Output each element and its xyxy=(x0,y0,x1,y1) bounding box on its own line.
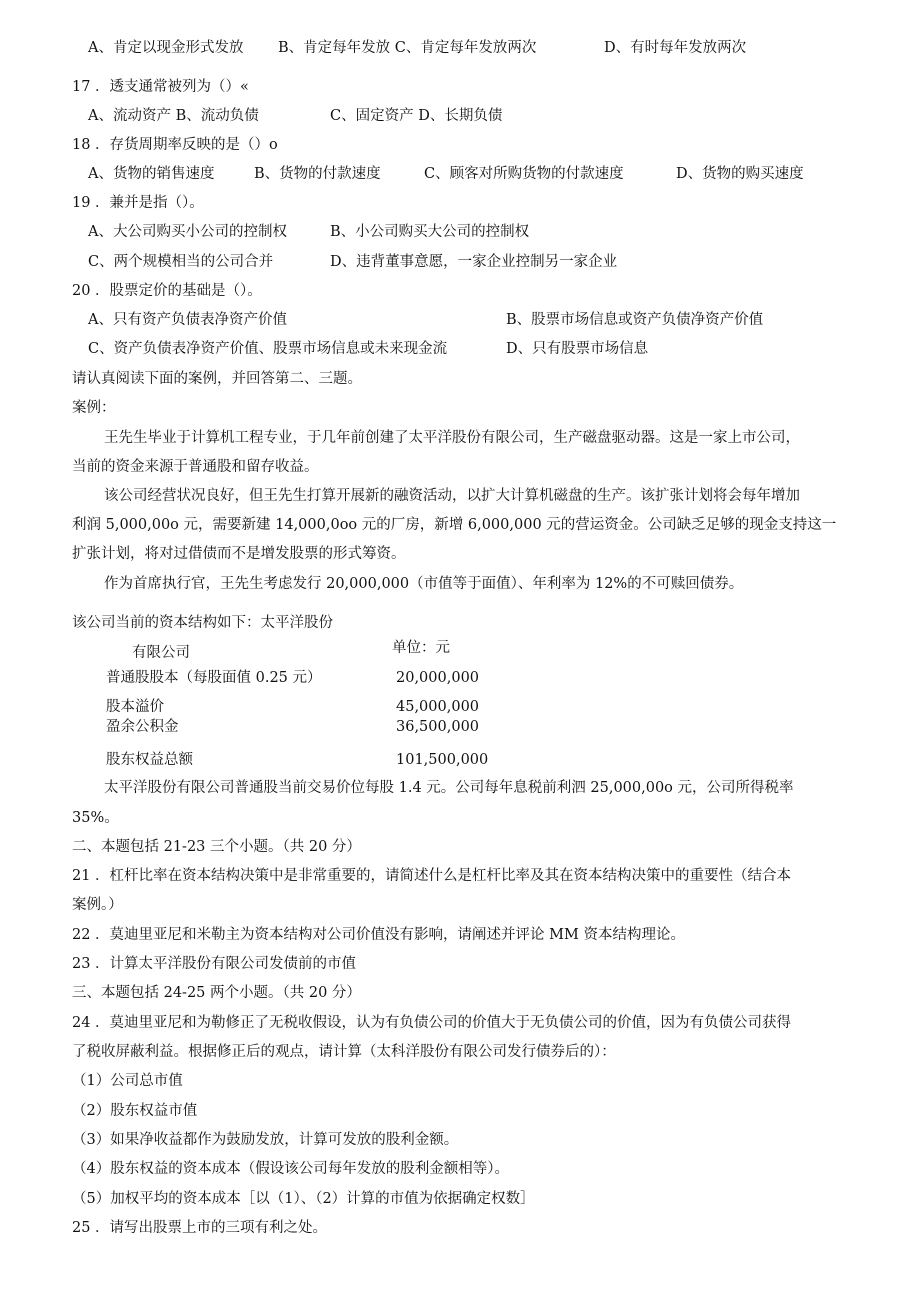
case-paragraph-2-line-3: 扩张计划，将对过借债而不是增发股票的形式筹资。 xyxy=(72,546,406,562)
q19-option-c: C、两个规模相当的公司合并 xyxy=(88,254,274,270)
q24-item-3: （3）如果净收益都作为鼓励发放，计算可发放的股利金额。 xyxy=(72,1132,459,1148)
part-2-header: 二、本题包括 21-23 三个小题。（共 20 分） xyxy=(72,839,361,855)
case-paragraph-2-line-2: 利润 5,000,00o 元，需要新建 14,000,0oo 元的厂房，新增 6,000,000 元的营运资金。公司缺乏足够的现金支持这一 xyxy=(72,517,837,533)
q25: 25 ．请写出股票上市的三项有利之处。 xyxy=(72,1220,328,1236)
q17-stem: 17 ．透支通常被列为（）« xyxy=(72,79,249,95)
case-paragraph-1-line-1: 王先生毕业于计算机工程专业，于几年前创建了太平洋股份有限公司，生产磁盘驱动器。这是一家上市公司， xyxy=(104,430,800,446)
q20-option-c: C、资产负债表净资产价值、股票市场信息或未来现金流 xyxy=(88,341,448,357)
row-share-premium-value: 45,000,000 xyxy=(396,699,480,715)
row-common-stock-value: 20,000,000 xyxy=(396,670,480,686)
q20-option-b: B、股票市场信息或资产负债净资产价值 xyxy=(506,312,764,328)
company-name-suffix: 有限公司 xyxy=(132,645,190,661)
q19-option-d: D、违背董事意愿，一家企业控制另一家企业 xyxy=(330,254,618,270)
q16-option-a: A、肯定以现金形式发放 xyxy=(88,40,244,56)
q22: 22 ．莫迪里亚尼和米勒主为资本结构对公司价值没有影响，请阐述并评论 MM 资本结构理论。 xyxy=(72,927,685,943)
q17-option-ab: A、流动资产 B、流动负债 xyxy=(88,108,259,124)
capital-structure-intro: 该公司当前的资本结构如下：太平洋股份 xyxy=(72,615,333,631)
case-intro: 请认真阅读下面的案例，并回答第二、三题。 xyxy=(72,371,362,387)
case-paragraph-1-line-2: 当前的资金来源于普通股和留存收益。 xyxy=(72,459,319,475)
q18-option-a: A、货物的销售速度 xyxy=(88,166,215,182)
row-total-equity-label: 股东权益总额 xyxy=(106,752,193,768)
row-total-equity-value: 101,500,000 xyxy=(396,752,489,768)
case-paragraph-2-line-1: 该公司经营状况良好，但王先生打算开展新的融资活动，以扩大计算机磁盘的生产。该扩张计划将会每年增加 xyxy=(104,488,800,504)
q18-option-d: D、货物的购买速度 xyxy=(676,166,804,182)
case-label: 案例： xyxy=(72,400,116,416)
q18-option-c: C、顾客对所购货物的付款速度 xyxy=(424,166,624,182)
q17-option-cd: C、固定资产 D、长期负债 xyxy=(330,108,503,124)
row-surplus-reserve-value: 36,500,000 xyxy=(396,719,480,735)
q21-line-1: 21 ．杠杆比率在资本结构决策中是非常重要的，请简述什么是杠杆比率及其在资本结构决策中的重要性（结合本 xyxy=(72,868,792,884)
q21-line-2: 案例。） xyxy=(72,897,123,913)
q24-item-2: （2）股东权益市值 xyxy=(72,1103,198,1119)
row-share-premium-label: 股本溢价 xyxy=(106,699,164,715)
q24-item-1: （1）公司总市值 xyxy=(72,1073,183,1089)
q20-stem: 20 ．股票定价的基础是（）。 xyxy=(72,283,262,299)
q18-stem: 18 ．存货周期率反映的是（）o xyxy=(72,137,278,153)
stock-price-line-1: 太平洋股份有限公司普通股当前交易价位每股 1.4 元。公司每年息税前利泗 25,000,00o 元，公司所得税率 xyxy=(104,780,794,796)
q16-option-bc: B、肯定每年发放 C、肯定每年发放两次 xyxy=(278,40,537,56)
q16-option-d: D、有时每年发放两次 xyxy=(604,40,747,56)
q19-option-b: B、小公司购买大公司的控制权 xyxy=(330,224,530,240)
q23: 23 ．计算太平洋股份有限公司发债前的市值 xyxy=(72,956,357,972)
q24-line-2: 了税收屏蔽利益。根据修正后的观点，请计算（太科洋股份有限公司发行债券后的）： xyxy=(72,1044,616,1060)
part-3-header: 三、本题包括 24-25 两个小题。（共 20 分） xyxy=(72,985,361,1001)
q19-stem: 19 ．兼并是指（）。 xyxy=(72,195,204,211)
q24-item-4: （4）股东权益的资本成本（假设该公司每年发放的股利金额相等）。 xyxy=(72,1161,509,1177)
row-surplus-reserve-label: 盈余公积金 xyxy=(106,719,179,735)
q19-option-a: A、大公司购买小公司的控制权 xyxy=(88,224,287,240)
case-paragraph-3: 作为首席执行官，王先生考虑发行 20,000,000（市值等于面值）、年利率为 12%的不可赎回债券。 xyxy=(104,576,744,592)
q24-line-1: 24 ．莫迪里亚尼和为勒修正了无税收假设，认为有负债公司的价值大于无负债公司的价值，因为有负债公司获得 xyxy=(72,1015,792,1031)
q24-item-5: （5）加权平均的资本成本［以（1）、（2）计算的市值为依据确定权数］ xyxy=(72,1191,535,1207)
unit-label: 单位：元 xyxy=(392,640,450,656)
q20-option-a: A、只有资产负债表净资产价值 xyxy=(88,312,287,328)
q18-option-b: B、货物的付款速度 xyxy=(254,166,381,182)
row-common-stock-label: 普通股股本（每股面值 0.25 元） xyxy=(106,670,322,686)
stock-price-line-2: 35%。 xyxy=(72,810,119,826)
q20-option-d: D、只有股票市场信息 xyxy=(506,341,649,357)
